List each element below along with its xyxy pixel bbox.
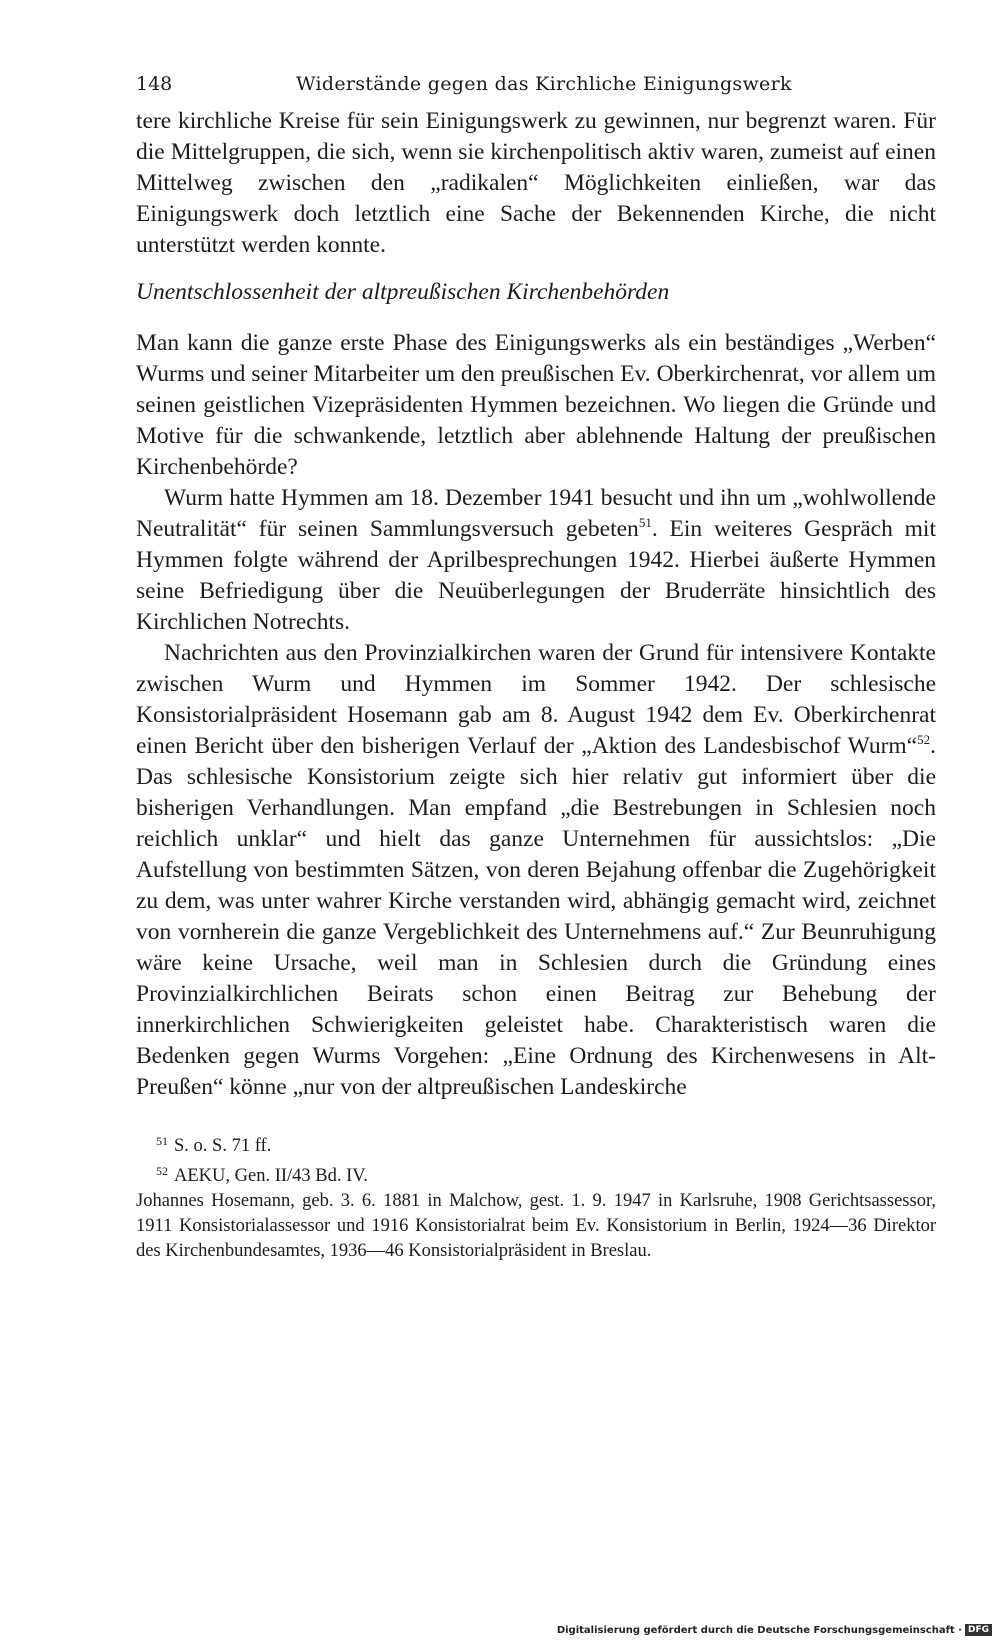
- footnote-text: AEKU, Gen. II/43 Bd. IV.: [174, 1166, 368, 1186]
- paragraph-4: [136, 638, 936, 1103]
- footnote-ref-52: 52: [917, 732, 931, 747]
- dfg-logo-icon: DFG: [965, 1624, 992, 1636]
- footnote-52: [136, 1159, 936, 1189]
- footnote-mark: 52: [156, 1164, 168, 1178]
- footnote-text: S. o. S. 71 ff.: [174, 1136, 272, 1156]
- running-head-title: Widerstände gegen das Kirchliche Einigungswerk: [296, 73, 792, 95]
- footnote-52-continuation: Johannes Hosemann, geb. 3. 6. 1881 in Malchow, gest. 1. 9. 1947 in Karlsruhe, 1908 Gerichtsassessor, 1911 Konsistorialassessor und 1916 Konsistorialrat beim Ev. Konsistorium in Berlin, 1924—36 Direktor des Kirchenbundesamtes, 1936—46 Konsistorialpräsident in Breslau.: [136, 1191, 936, 1261]
- section-heading: Unentschlossenheit der altpreußischen Kirchenbehörden: [136, 279, 670, 305]
- paragraph-4-part-a: Nachrichten aus den Provinzialkirchen waren der Grund für intensivere Kontakte zwischen Wurm und Hymmen im Sommer 1942. Der schlesische Konsistorialpräsident Hosemann gab am 8. August 1942 dem Ev. Oberkirchenrat einen Bericht über den bisherigen Verlauf der „Aktion des Landesbischof Wurm“: [136, 640, 936, 759]
- footnote-mark: 51: [156, 1134, 168, 1148]
- footnotes: [136, 1129, 936, 1264]
- body-text: [136, 106, 936, 1103]
- paragraph-2: Man kann die ganze erste Phase des Einigungswerks als ein beständiges „Werben“ Wurms und seiner Mitarbeiter um den preußischen Ev. Oberkirchenrat, vor allem um seinen geistlichen Vizepräsidenten Hymmen bezeichnen. Wo liegen die Gründe und Motive für die schwankende, letztlich aber ablehnende Haltung der preußischen Kirchenbehörde?: [136, 330, 936, 480]
- paragraph-3: [136, 483, 936, 638]
- paragraph-3-part-a: Wurm hatte Hymmen am 18. Dezember 1941 besucht und ihn um „wohlwollende Neutralität“ für seinen Sammlungsversuch gebeten: [136, 485, 936, 542]
- page-number: 148: [136, 73, 173, 95]
- digitization-credit: [557, 1624, 992, 1636]
- footnote-ref-51: 51: [638, 515, 652, 530]
- footnote-51: [136, 1129, 936, 1159]
- paragraph-4-part-b: . Das schlesische Konsistorium zeigte sich hier relativ gut informiert über die bisherigen Verhandlungen. Man empfand „die Bestrebungen in Schlesien noch reichlich unklar“ und hielt das ganze Unternehmen für aussichtslos: „Die Aufstellung von bestimmten Sätzen, von deren Bejahung offenbar die Zugehörigkeit zu dem, was unter wahrer Kirche verstanden wird, abhängig gemacht wird, zeichnet von vornherein die ganze Vergeblichkeit des Unternehmens auf.“ Zur Beunruhigung wäre keine Ursache, weil man in Schlesien durch die Gründung eines Provinzialkirchlichen Beirats schon einen Beitrag zur Behebung der innerkirchlichen Schwierigkeiten geleistet habe. Charakteristisch waren die Bedenken gegen Wurms Vorgehen: „Eine Ordnung des Kirchenwesens in Alt-Preußen“ könne „nur von der altpreußischen Landeskirche: [136, 733, 936, 1100]
- paragraph-1: tere kirchliche Kreise für sein Einigungswerk zu gewinnen, nur begrenzt waren. Für die Mittelgruppen, die sich, wenn sie kirchenpolitisch aktiv waren, zumeist auf einen Mittelweg zwischen den „radikalen“ Möglichkeiten einließen, war das Einigungswerk doch letztlich eine Sache der Bekennenden Kirche, die nicht unterstützt werden konnte.: [136, 108, 936, 258]
- credit-text: Digitalisierung gefördert durch die Deutsche Forschungsgemeinschaft ·: [556, 1624, 962, 1636]
- running-head: [136, 70, 936, 98]
- book-page: [136, 70, 936, 1264]
- paragraph-3-part-b: . Ein weiteres Gespräch mit Hymmen folgte während der Aprilbesprechungen 1942. Hierbei äußerte Hymmen seine Befriedigung über die Neuüberlegungen der Bruderräte hinsichtlich des Kirchlichen Notrechts.: [136, 516, 936, 635]
